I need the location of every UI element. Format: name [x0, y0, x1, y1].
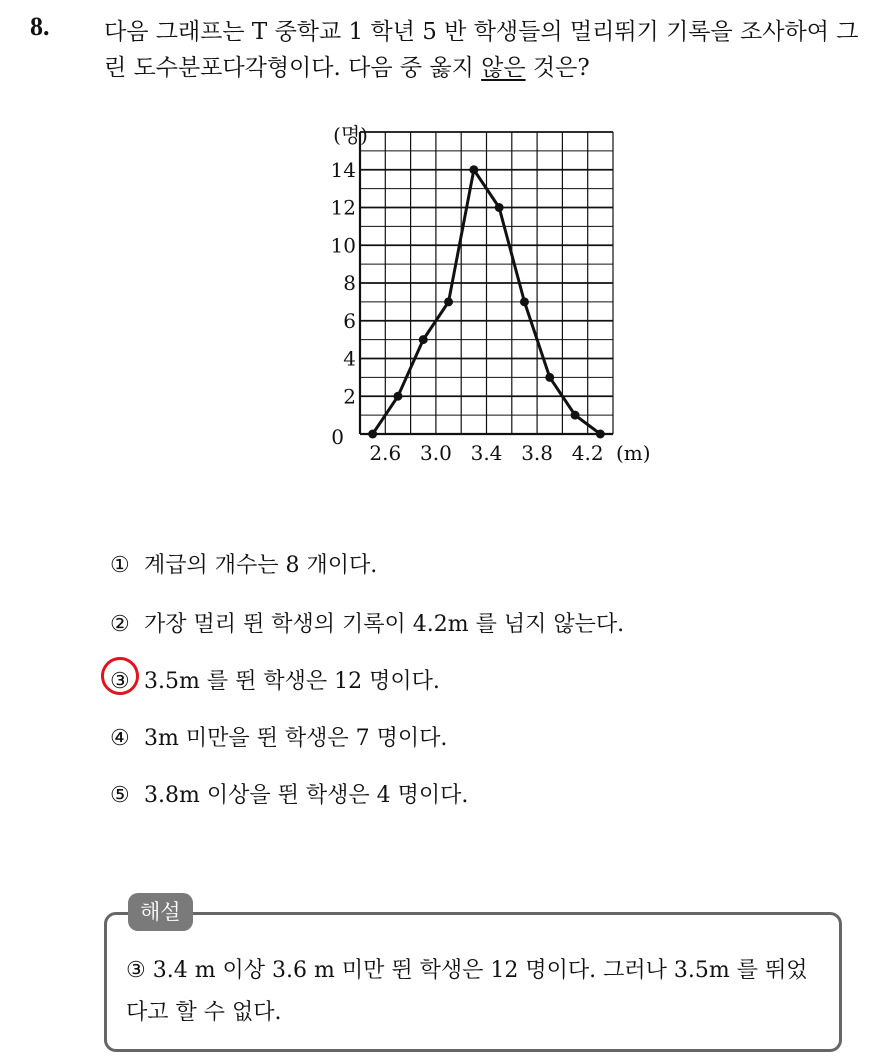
data-point [393, 392, 402, 401]
choice-5-text: 3.8m 이상을 뛴 학생은 4 명이다. [144, 783, 469, 808]
data-point [520, 297, 529, 306]
y-tick-label: 10 [330, 233, 356, 258]
solution-label: 해설 [128, 893, 193, 931]
choice-2[interactable] [110, 609, 624, 641]
choice-4-text: 3m 미만을 뛴 학생은 7 명이다. [144, 726, 448, 751]
x-tick-label: 3.0 [419, 441, 452, 465]
x-tick-label: 3.4 [470, 441, 503, 465]
data-point [571, 411, 580, 420]
choice-1[interactable] [110, 550, 377, 582]
y-tick-label: 0 [331, 425, 344, 449]
y-tick-label: 12 [330, 195, 356, 220]
data-point [419, 335, 428, 344]
data-point [596, 430, 605, 439]
y-tick-label: 8 [343, 271, 356, 295]
data-point [495, 203, 504, 212]
choice-5-mark: ⑤ [110, 783, 130, 808]
choice-5[interactable] [110, 780, 468, 812]
data-point [545, 373, 554, 382]
choice-2-mark: ② [110, 612, 130, 637]
y-axis-label: (명) [333, 123, 368, 147]
x-axis-label: (m) [616, 441, 651, 465]
y-tick-label: 4 [343, 346, 356, 371]
data-point [469, 165, 478, 174]
choice-3[interactable] [110, 666, 440, 698]
y-tick-label: 6 [343, 308, 356, 333]
data-point [444, 297, 453, 306]
question-text-main: 다음 그래프는 T 중학교 1 학년 5 반 학생들의 멀리뛰기 기록을 조사하여 그린 도수분포다각형이다. 다음 중 옳지 [104, 19, 859, 81]
y-tick-label: 2 [343, 384, 356, 409]
question-number: 8. [30, 12, 50, 41]
choice-1-mark: ① [110, 553, 130, 578]
chart-grid [360, 132, 613, 434]
chart-labels [331, 123, 651, 465]
choice-2-text: 가장 멀리 뛴 학생의 기록이 4.2m 를 넘지 않는다. [144, 612, 625, 637]
x-tick-label: 2.6 [369, 441, 402, 465]
solution-text: ③ 3.4 m 이상 3.6 m 미만 뛴 학생은 12 명이다. 그러나 3.5m 를 뛰었다고 할 수 없다. [126, 958, 808, 1025]
choice-1-text: 계급의 개수는 8 개이다. [144, 553, 378, 578]
choice-3-mark: ③ [110, 669, 130, 694]
question-text-end: 것은? [525, 55, 590, 81]
data-point [368, 430, 377, 439]
x-tick-label: 4.2 [571, 441, 604, 465]
choice-4[interactable] [110, 723, 447, 755]
choice-4-mark: ④ [110, 726, 130, 751]
choice-3-text: 3.5m 를 뛴 학생은 12 명이다. [144, 669, 440, 694]
question-emphasis: 않은 [481, 55, 526, 81]
x-tick-label: 3.8 [521, 441, 554, 465]
y-tick-label: 14 [330, 157, 356, 182]
question-text [104, 14, 864, 86]
frequency-polygon-chart [320, 118, 660, 468]
